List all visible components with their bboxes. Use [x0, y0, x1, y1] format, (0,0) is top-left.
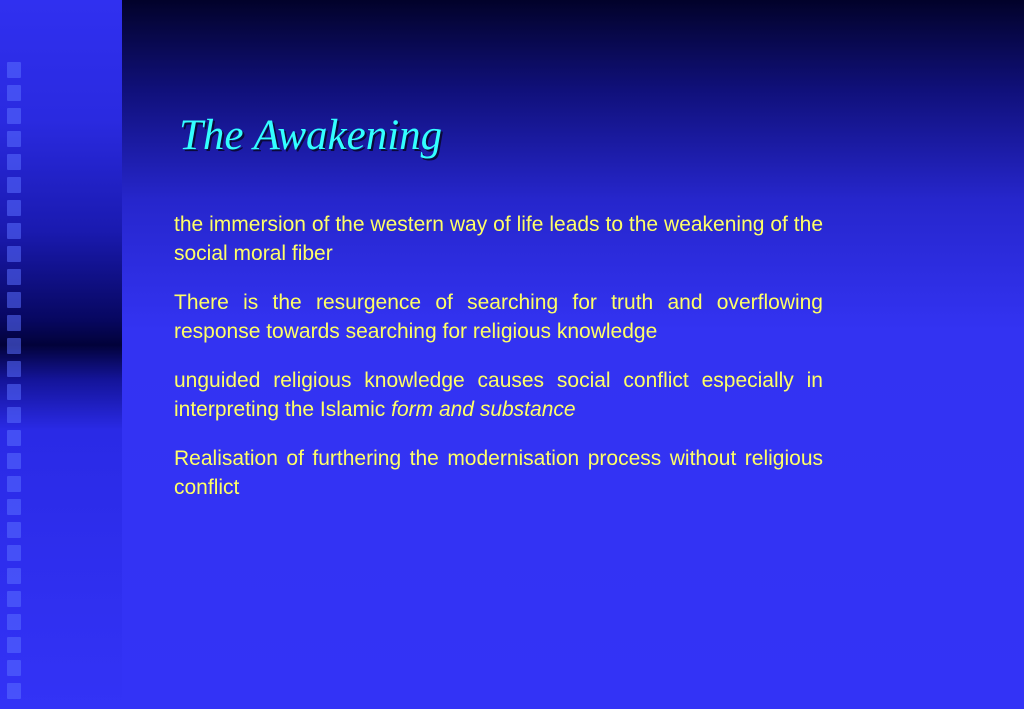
decorative-square: [7, 315, 21, 331]
slide-body: [174, 210, 823, 522]
decorative-square: [7, 591, 21, 607]
decorative-square: [7, 338, 21, 354]
decorative-square: [7, 407, 21, 423]
decorative-square: [7, 62, 21, 78]
decorative-square: [7, 476, 21, 492]
decorative-side-bar: [0, 0, 122, 709]
paragraph-emphasis: form and substance: [391, 398, 576, 421]
paragraph-text: the immersion of the western way of life leads to the weakening of the social moral fiber: [174, 213, 823, 265]
paragraph-text: Realisation of furthering the modernisation process without religious conflict: [174, 447, 823, 499]
paragraph-3: [174, 366, 823, 424]
decorative-square: [7, 660, 21, 676]
decorative-square: [7, 683, 21, 699]
decorative-square: [7, 568, 21, 584]
slide-title: The Awakening: [179, 112, 443, 159]
decorative-square: [7, 108, 21, 124]
paragraph-4: [174, 444, 823, 502]
decorative-square: [7, 154, 21, 170]
decorative-square: [7, 131, 21, 147]
decorative-square: [7, 223, 21, 239]
paragraph-text: unguided religious knowledge causes social conflict especially in interpreting the Islamic: [174, 369, 823, 421]
decorative-square: [7, 614, 21, 630]
decorative-square: [7, 522, 21, 538]
decorative-square: [7, 177, 21, 193]
decorative-square-strip: [7, 62, 27, 709]
paragraph-1: [174, 210, 823, 268]
decorative-square: [7, 292, 21, 308]
decorative-square: [7, 361, 21, 377]
decorative-square: [7, 453, 21, 469]
decorative-square: [7, 637, 21, 653]
decorative-square: [7, 430, 21, 446]
decorative-square: [7, 246, 21, 262]
decorative-square: [7, 269, 21, 285]
decorative-square: [7, 499, 21, 515]
paragraph-2: [174, 288, 823, 346]
decorative-square: [7, 200, 21, 216]
paragraph-text: There is the resurgence of searching for truth and overflowing response towards searching for religious knowledge: [174, 291, 823, 343]
decorative-square: [7, 545, 21, 561]
decorative-square: [7, 85, 21, 101]
decorative-square: [7, 384, 21, 400]
